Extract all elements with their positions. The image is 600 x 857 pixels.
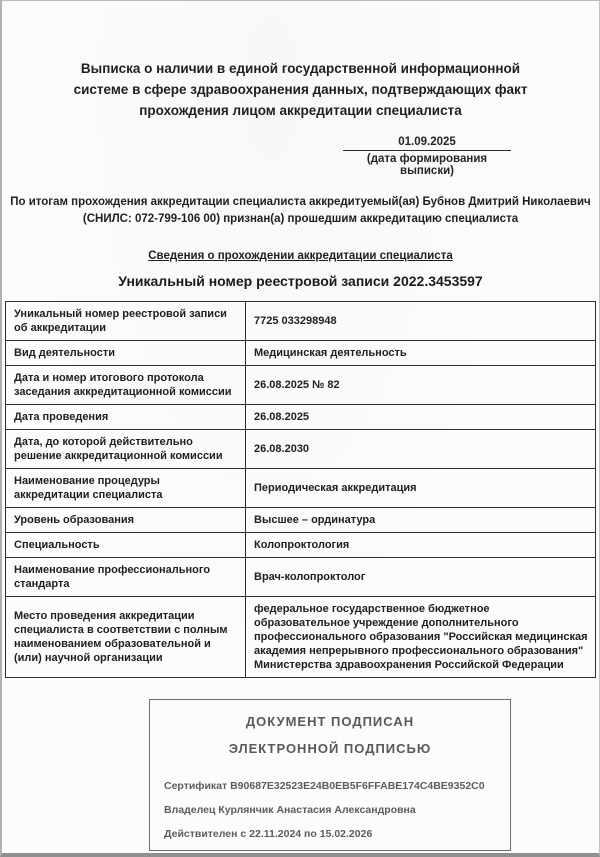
row-value: Колопроктология xyxy=(246,533,596,558)
row-label: Место проведения аккредитации специалиста в соответствии с полным наименованием образовательной и (или) научной организации xyxy=(6,597,246,678)
row-label: Дата проведения xyxy=(6,405,246,430)
intro-paragraph: По итогам прохождения аккредитации специалиста аккредитуемый(ая) Бубнов Дмитрий Николаевич (СНИЛС: 072-799-106 00) признан(а) прошедшим аккредитацию специалиста xyxy=(10,196,591,225)
row-value: 7725 033298948 xyxy=(246,302,596,341)
row-label: Дата, до которой действительно решение аккредитационной комиссии xyxy=(6,430,246,469)
stamp-details xyxy=(164,780,496,840)
row-label: Наименование процедуры аккредитации специалиста xyxy=(6,469,246,508)
stamp-title-line2: ЭЛЕКТРОННОЙ ПОДПИСЬЮ xyxy=(228,741,432,756)
table-row xyxy=(6,341,596,366)
row-label: Вид деятельности xyxy=(6,341,246,366)
row-label: Наименование профессионального стандарта xyxy=(6,558,246,597)
accreditation-table xyxy=(5,301,596,678)
table-row xyxy=(6,533,596,558)
table-row xyxy=(6,366,596,405)
stamp-title-line1: ДОКУМЕНТ ПОДПИСАН xyxy=(245,714,415,729)
issue-date-caption: (дата формирования выписки) xyxy=(366,153,488,177)
validity-line: Действителен с 22.11.2024 по 15.02.2026 xyxy=(164,828,373,840)
table-row xyxy=(6,469,596,508)
table-row xyxy=(6,597,596,678)
table-row xyxy=(6,508,596,533)
row-value: федеральное государственное бюджетное образовательное учреждение дополнительного профессионального образования "Российская медицинская академия непрерывного профессионального образования" Министерства здравоохранения Российской Федерации xyxy=(246,597,596,678)
row-label: Дата и номер итогового протокола заседания аккредитационной комиссии xyxy=(6,366,246,405)
certificate-line: Сертификат B90687E32523E24B0EB5F6FFABE174C4BE9352C0 xyxy=(164,780,485,792)
row-value: Медицинская деятельность xyxy=(246,341,596,366)
row-value: 26.08.2030 xyxy=(246,430,596,469)
owner-line: Владелец Курлянчик Анастасия Александровна xyxy=(164,804,416,816)
registry-number: Уникальный номер реестровой записи 2022.3453597 xyxy=(118,273,483,289)
row-label: Специальность xyxy=(6,533,246,558)
row-value: 26.08.2025 № 82 xyxy=(246,366,596,405)
table-row xyxy=(6,405,596,430)
table-row xyxy=(6,302,596,341)
row-value: 26.08.2025 xyxy=(246,405,596,430)
accreditation-table-body xyxy=(6,302,596,678)
row-value: Врач-колопроктолог xyxy=(246,558,596,597)
issue-date-block xyxy=(343,136,511,177)
table-row xyxy=(6,430,596,469)
section-heading: Сведения о прохождении аккредитации специалиста xyxy=(148,250,453,262)
document-title: Выписка о наличии в единой государственной информационной системе в сфере здравоохранения данных, подтверждающих факт прохождения лицом аккредитации специалиста xyxy=(73,61,528,118)
row-value: Периодическая аккредитация xyxy=(246,469,596,508)
table-row xyxy=(6,558,596,597)
row-label: Уровень образования xyxy=(6,508,246,533)
row-label: Уникальный номер реестровой записи об аккредитации xyxy=(6,302,246,341)
row-value: Высшее – ординатура xyxy=(246,508,596,533)
signature-stamp xyxy=(149,699,511,851)
issue-date: 01.09.2025 xyxy=(343,136,511,151)
